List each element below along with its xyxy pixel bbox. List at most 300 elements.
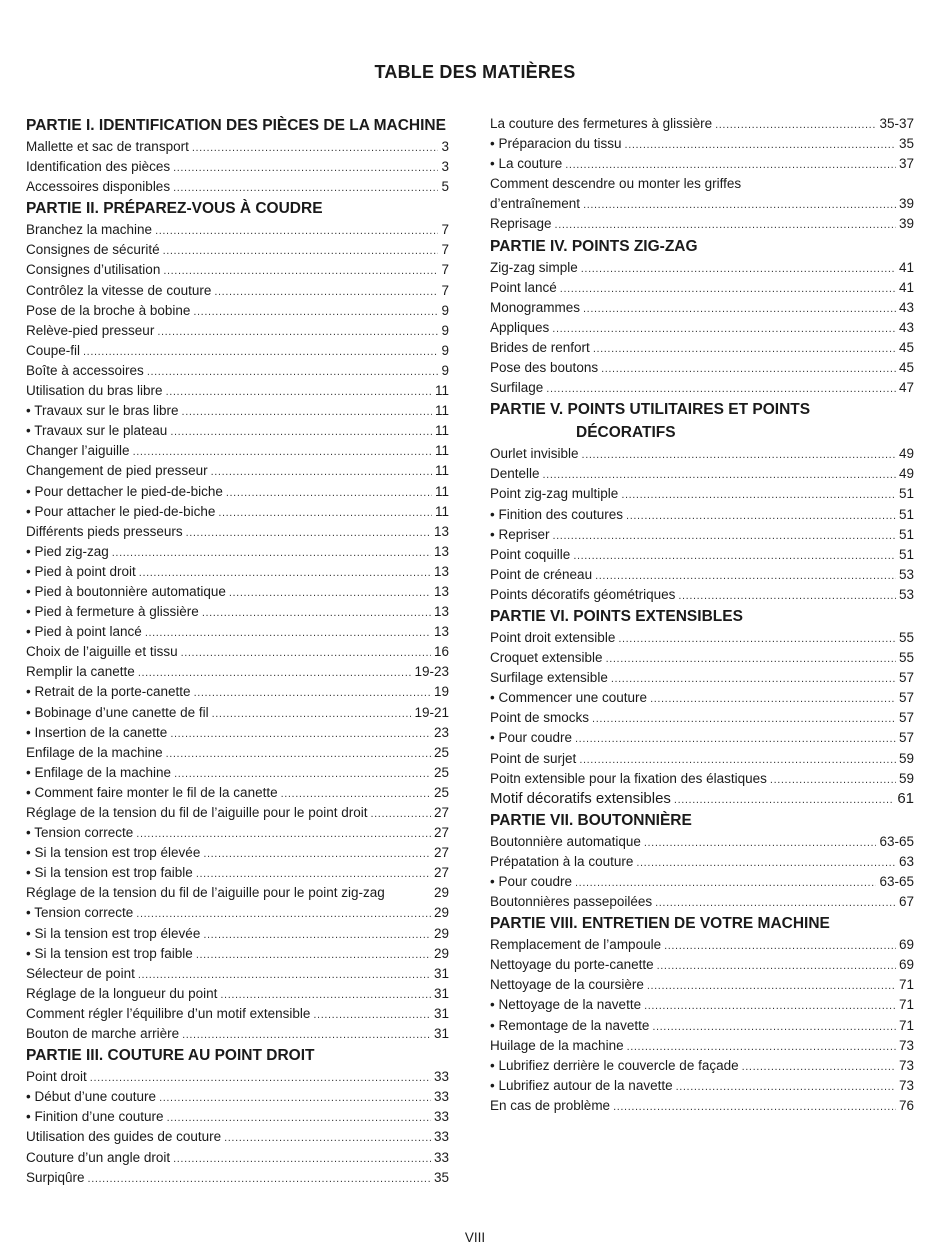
toc-entry bbox=[26, 642, 449, 662]
dot-leader bbox=[583, 195, 896, 215]
toc-entry bbox=[26, 281, 449, 301]
toc-entry-label: Réglage de la tension du fil de l’aiguille pour le point zig-zag bbox=[26, 885, 385, 901]
toc-entry-label: • Début d’une couture bbox=[26, 1089, 157, 1105]
page-title: TABLE DES MATIÈRES bbox=[374, 62, 576, 82]
toc-entry-page: 31 bbox=[433, 1026, 449, 1042]
toc-entry-label: Réglage de la tension du fil de l’aiguille pour le point droit bbox=[26, 805, 368, 820]
toc-entry bbox=[490, 769, 914, 789]
toc-entry-label: • Lubrifiez derrière le couvercle de façade bbox=[490, 1057, 739, 1073]
dot-leader bbox=[625, 135, 896, 155]
dot-leader bbox=[650, 689, 896, 709]
toc-entry-page: 16 bbox=[433, 644, 449, 660]
toc-entry bbox=[26, 964, 449, 984]
toc-entry bbox=[490, 318, 914, 338]
toc-entry-page: 13 bbox=[433, 523, 449, 539]
toc-entry-page: 27 bbox=[433, 805, 449, 820]
toc-entry bbox=[26, 1107, 449, 1127]
toc-entry-page: 27 bbox=[433, 865, 449, 881]
toc-entry-page: 11 bbox=[434, 443, 449, 459]
toc-entry-label: Pose des boutons bbox=[490, 360, 599, 376]
toc-entry-label: Point de surjet bbox=[490, 750, 577, 766]
toc-entry-label: Points décoratifs géométriques bbox=[490, 586, 676, 602]
toc-entry-label: • Si la tension est trop faible bbox=[26, 865, 193, 881]
toc-entry-label: • Si la tension est trop élevée bbox=[26, 845, 201, 861]
toc-entry-label: Différents pieds presseurs bbox=[26, 523, 183, 539]
dot-leader bbox=[112, 543, 431, 563]
toc-entry bbox=[490, 258, 914, 278]
toc-entry bbox=[490, 134, 914, 154]
toc-entry-label: Surfilage bbox=[490, 380, 544, 396]
toc-entry-page: 7 bbox=[441, 222, 449, 238]
dot-leader bbox=[618, 629, 896, 649]
toc-entry-label: Dentelle bbox=[490, 466, 540, 482]
toc-entry-page: 39 bbox=[898, 196, 914, 212]
dot-leader bbox=[182, 1025, 431, 1045]
dot-leader bbox=[220, 985, 431, 1005]
toc-entry bbox=[26, 723, 449, 743]
toc-entry-label: • Tension correcte bbox=[26, 905, 134, 921]
toc-entry-page: 19-21 bbox=[414, 704, 449, 720]
toc-entry-label: Boîte à accessoires bbox=[26, 362, 144, 378]
toc-entry-page: 76 bbox=[898, 1097, 914, 1113]
toc-entry-label: • Tension correcte bbox=[26, 825, 134, 841]
toc-entry-page: 11 bbox=[434, 403, 449, 419]
dot-leader bbox=[136, 904, 431, 924]
dot-leader bbox=[676, 1077, 896, 1097]
dot-leader bbox=[157, 322, 438, 342]
dot-leader bbox=[196, 864, 431, 884]
toc-entry bbox=[26, 401, 449, 421]
toc-entry-label: Pose de la broche à bobine bbox=[26, 302, 191, 318]
toc-entry bbox=[26, 1148, 449, 1168]
toc-entry-label: Reprisage bbox=[490, 216, 552, 232]
toc-entry-label: • Pour attacher le pied-de-biche bbox=[26, 503, 216, 519]
toc-entry-page: 29 bbox=[433, 885, 449, 901]
toc-entry bbox=[490, 628, 914, 648]
toc-entry-label: • Repriser bbox=[490, 526, 550, 542]
toc-entry-label: Point zig-zag multiple bbox=[490, 486, 619, 502]
dot-leader bbox=[192, 138, 439, 158]
toc-entry bbox=[26, 562, 449, 582]
dot-leader bbox=[546, 379, 896, 399]
dot-leader bbox=[770, 770, 896, 790]
toc-entry-page: 45 bbox=[898, 339, 914, 355]
section-heading: DÉCORATIFS bbox=[576, 424, 676, 442]
toc-entry bbox=[490, 892, 914, 912]
toc-entry-page: 29 bbox=[433, 925, 449, 941]
dot-leader bbox=[203, 925, 431, 945]
toc-entry bbox=[26, 783, 449, 803]
toc-entry-label: • Remontage de la navette bbox=[490, 1017, 650, 1033]
dot-leader bbox=[657, 956, 896, 976]
section-heading: PARTIE II. PRÉPAREZ-VOUS À COUDRE bbox=[26, 200, 323, 218]
toc-entry-label: • Si la tension est trop faible bbox=[26, 945, 193, 961]
toc-entry-page: 35 bbox=[433, 1169, 449, 1185]
toc-entry bbox=[26, 482, 449, 502]
toc-entry-label: • Préparacion du tissu bbox=[490, 136, 622, 152]
toc-entry bbox=[490, 1056, 914, 1076]
toc-entry bbox=[26, 1168, 449, 1188]
toc-entry-page: 35 bbox=[898, 136, 914, 152]
dot-leader bbox=[229, 583, 431, 603]
toc-right-column bbox=[490, 114, 914, 1116]
toc-entry bbox=[26, 1087, 449, 1107]
toc-entry-page: 57 bbox=[898, 690, 914, 706]
dot-leader bbox=[644, 833, 877, 853]
toc-entry-page: 27 bbox=[433, 825, 449, 841]
toc-entry bbox=[490, 114, 914, 134]
dot-leader bbox=[611, 669, 896, 689]
dot-leader bbox=[543, 465, 896, 485]
dot-leader bbox=[583, 299, 896, 319]
toc-entry-page: 19 bbox=[433, 684, 449, 700]
toc-entry bbox=[490, 298, 914, 318]
toc-entry bbox=[26, 1004, 449, 1024]
toc-entry-label: Point droit bbox=[26, 1069, 87, 1085]
toc-entry bbox=[26, 763, 449, 783]
toc-entry bbox=[26, 341, 449, 361]
toc-entry-page: 33 bbox=[433, 1069, 449, 1085]
toc-entry-label: Motif décoratifs extensibles bbox=[490, 789, 671, 807]
toc-entry-page: 51 bbox=[898, 506, 914, 522]
dot-leader bbox=[636, 853, 896, 873]
toc-entry-label: Point de smocks bbox=[490, 710, 590, 726]
dot-leader bbox=[155, 221, 438, 241]
toc-entry-page: 43 bbox=[898, 319, 914, 335]
toc-entry-label: • Bobinage d’une canette de fil bbox=[26, 704, 209, 720]
toc-entry-page: 23 bbox=[433, 724, 449, 740]
toc-entry bbox=[490, 214, 914, 234]
toc-entry bbox=[490, 505, 914, 525]
dot-leader bbox=[573, 546, 896, 566]
dot-leader bbox=[224, 1128, 431, 1148]
toc-entry-page: 61 bbox=[897, 789, 914, 807]
dot-leader bbox=[652, 1017, 896, 1037]
toc-entry-page: 73 bbox=[898, 1057, 914, 1073]
toc-entry-page: 73 bbox=[898, 1037, 914, 1053]
toc-entry-page: 29 bbox=[433, 945, 449, 961]
toc-entry-page: 9 bbox=[441, 302, 449, 318]
toc-entry-label: Appliques bbox=[490, 319, 550, 335]
dot-leader bbox=[136, 824, 431, 844]
toc-entry-label: Sélecteur de point bbox=[26, 965, 135, 981]
toc-entry-page: 11 bbox=[434, 503, 449, 519]
toc-entry-label: • Finition d’une couture bbox=[26, 1109, 164, 1125]
dot-leader bbox=[193, 302, 438, 322]
toc-entry-page: 19-23 bbox=[414, 664, 449, 680]
toc-entry-label: Monogrammes bbox=[490, 299, 581, 315]
toc-entry bbox=[490, 154, 914, 174]
toc-entry bbox=[490, 668, 914, 688]
toc-entry bbox=[490, 174, 914, 194]
dot-leader bbox=[601, 359, 896, 379]
section-heading: PARTIE I. IDENTIFICATION DES PIÈCES DE LA MACHINE bbox=[26, 117, 446, 134]
dot-leader bbox=[313, 1005, 431, 1025]
dot-leader bbox=[214, 282, 438, 302]
toc-entry-label: Choix de l’aiguille et tissu bbox=[26, 644, 178, 660]
toc-entry bbox=[26, 843, 449, 863]
toc-entry bbox=[490, 278, 914, 298]
toc-entry-page: 13 bbox=[433, 583, 449, 599]
dot-leader bbox=[202, 603, 431, 623]
toc-entry-label: • Nettoyage de la navette bbox=[490, 997, 642, 1013]
toc-entry-page: 9 bbox=[441, 342, 449, 358]
dot-leader bbox=[203, 844, 431, 864]
dot-leader bbox=[606, 649, 896, 669]
toc-entry-label: Brides de renfort bbox=[490, 339, 590, 355]
toc-entry-page: 7 bbox=[441, 242, 449, 258]
toc-entry-label: Branchez la machine bbox=[26, 222, 153, 238]
toc-entry bbox=[26, 743, 449, 763]
toc-entry-label: • Pour dettacher le pied-de-biche bbox=[26, 483, 223, 499]
toc-entry bbox=[26, 984, 449, 1004]
toc-entry-label: Changer l’aiguille bbox=[26, 443, 130, 459]
toc-entry bbox=[26, 703, 449, 723]
dot-leader bbox=[173, 158, 438, 178]
dot-leader bbox=[170, 422, 432, 442]
toc-entry-label: Coupe-fil bbox=[26, 342, 81, 358]
toc-entry-page: 41 bbox=[898, 279, 914, 295]
toc-entry-page: 49 bbox=[898, 466, 914, 482]
toc-entry-label: Utilisation du bras libre bbox=[26, 383, 163, 399]
toc-entry-label: • Finition des coutures bbox=[490, 506, 624, 522]
toc-entry bbox=[490, 444, 914, 464]
toc-entry-page: 59 bbox=[898, 750, 914, 766]
dot-leader bbox=[678, 586, 896, 606]
toc-entry-page: 63-65 bbox=[879, 833, 914, 849]
toc-entry bbox=[490, 378, 914, 398]
dot-leader bbox=[647, 976, 896, 996]
toc-entry bbox=[26, 301, 449, 321]
toc-entry bbox=[26, 441, 449, 461]
toc-entry-label: Point coquille bbox=[490, 546, 571, 562]
toc-entry-page: 71 bbox=[898, 977, 914, 993]
toc-entry bbox=[26, 321, 449, 341]
toc-entry-label: Utilisation des guides de couture bbox=[26, 1129, 222, 1145]
toc-entry-page: 25 bbox=[433, 764, 449, 780]
toc-entry-label: Boutonnière automatique bbox=[490, 833, 641, 849]
toc-entry-page: 25 bbox=[433, 744, 449, 760]
toc-entry bbox=[490, 789, 914, 809]
toc-entry-label: • Commencer une couture bbox=[490, 690, 648, 706]
toc-entry-label: d’entraînement bbox=[490, 196, 581, 212]
toc-entry-page: 27 bbox=[433, 845, 449, 861]
toc-entry-page: 69 bbox=[898, 937, 914, 953]
toc-entry bbox=[26, 944, 449, 964]
dot-leader bbox=[626, 506, 896, 526]
toc-entry bbox=[490, 728, 914, 748]
toc-entry-page: 5 bbox=[441, 179, 449, 195]
toc-entry bbox=[490, 852, 914, 872]
toc-entry-page: 11 bbox=[434, 463, 449, 479]
toc-entry bbox=[490, 484, 914, 504]
toc-entry bbox=[490, 872, 914, 892]
toc-entry-page: 41 bbox=[898, 259, 914, 275]
dot-leader bbox=[83, 342, 438, 362]
toc-entry-page: 57 bbox=[898, 730, 914, 746]
toc-entry-page: 67 bbox=[898, 894, 914, 910]
dot-leader bbox=[159, 1088, 431, 1108]
toc-entry bbox=[26, 1127, 449, 1147]
toc-entry-label: Changement de pied presseur bbox=[26, 463, 208, 479]
toc-entry-page: 51 bbox=[898, 546, 914, 562]
toc-entry bbox=[490, 708, 914, 728]
toc-entry-label: Accessoires disponibles bbox=[26, 179, 171, 195]
toc-entry-page: 51 bbox=[898, 526, 914, 542]
toc-entry-page: 33 bbox=[433, 1089, 449, 1105]
toc-entry bbox=[26, 177, 449, 197]
toc-left-column bbox=[26, 114, 449, 1188]
toc-entry-label: • La couture bbox=[490, 156, 563, 172]
dot-leader bbox=[664, 936, 896, 956]
toc-entry-label: Prépatation à la couture bbox=[490, 853, 634, 869]
toc-entry bbox=[26, 381, 449, 401]
toc-entry-page: 29 bbox=[433, 905, 449, 921]
toc-entry-page: 13 bbox=[433, 624, 449, 640]
dot-leader bbox=[555, 215, 896, 235]
toc-entry bbox=[26, 157, 449, 177]
dot-leader bbox=[166, 744, 431, 764]
dot-leader bbox=[655, 893, 896, 913]
toc-entry-page: 51 bbox=[898, 486, 914, 502]
dot-leader bbox=[133, 442, 432, 462]
toc-entry bbox=[490, 358, 914, 378]
section-heading: PARTIE VIII. ENTRETIEN DE VOTRE MACHINE bbox=[490, 915, 830, 933]
dot-leader bbox=[582, 445, 896, 465]
toc-entry-label: La couture des fermetures à glissière bbox=[490, 116, 713, 131]
dot-leader bbox=[167, 1108, 431, 1128]
dot-leader bbox=[579, 750, 896, 770]
toc-entry bbox=[490, 975, 914, 995]
toc-entry-label: Point de créneau bbox=[490, 566, 593, 582]
toc-entry-label: Relève-pied presseur bbox=[26, 322, 155, 338]
toc-entry bbox=[26, 240, 449, 260]
dot-leader bbox=[621, 485, 896, 505]
dot-leader bbox=[174, 764, 431, 784]
dot-leader bbox=[370, 804, 430, 824]
dot-leader bbox=[592, 709, 896, 729]
toc-entry-label: Bouton de marche arrière bbox=[26, 1026, 180, 1042]
toc-entry bbox=[490, 832, 914, 852]
toc-entry-label: Zig-zag simple bbox=[490, 259, 578, 275]
dot-leader bbox=[627, 1037, 896, 1057]
toc-entry-page: 7 bbox=[441, 282, 449, 298]
toc-entry-label: Comment descendre ou monter les griffes bbox=[490, 176, 742, 192]
toc-entry-page: 63-65 bbox=[879, 874, 914, 889]
toc-entry-label: • Travaux sur le plateau bbox=[26, 423, 168, 439]
toc-entry-label: Couture d’un angle droit bbox=[26, 1149, 171, 1165]
toc-entry bbox=[26, 522, 449, 542]
section-heading: PARTIE VII. BOUTONNIÈRE bbox=[490, 811, 692, 829]
toc-entry bbox=[490, 995, 914, 1015]
toc-entry-page: 33 bbox=[433, 1109, 449, 1125]
toc-entry-page: 31 bbox=[433, 985, 449, 1001]
toc-entry bbox=[490, 194, 914, 214]
dot-leader bbox=[715, 115, 876, 135]
toc-entry-label: • Retrait de la porte-canette bbox=[26, 684, 191, 700]
toc-entry-page: 39 bbox=[898, 216, 914, 232]
toc-entry-page: 57 bbox=[898, 670, 914, 686]
section-heading: PARTIE III. COUTURE AU POINT DROIT bbox=[26, 1047, 315, 1065]
dot-leader bbox=[226, 483, 432, 503]
toc-entry-page: 37 bbox=[898, 156, 914, 172]
toc-entry bbox=[26, 137, 449, 157]
dot-leader bbox=[575, 873, 876, 893]
toc-entry-label: Point droit extensible bbox=[490, 629, 616, 645]
dot-leader bbox=[181, 643, 431, 663]
toc-entry-label: • Pied zig-zag bbox=[26, 543, 109, 559]
toc-entry bbox=[490, 565, 914, 585]
toc-entry-page: 43 bbox=[898, 299, 914, 315]
toc-entry-label: Ourlet invisible bbox=[490, 446, 579, 462]
toc-entry-label: Remplir la canette bbox=[26, 664, 135, 680]
dot-leader bbox=[186, 523, 431, 543]
dot-leader bbox=[170, 724, 431, 744]
dot-leader bbox=[173, 1149, 431, 1169]
toc-entry-page: 33 bbox=[433, 1149, 449, 1165]
toc-entry-label: Contrôlez la vitesse de couture bbox=[26, 282, 212, 298]
toc-entry-page: 69 bbox=[898, 957, 914, 973]
page-number-footer: VIII bbox=[464, 1230, 486, 1245]
toc-entry bbox=[26, 903, 449, 923]
toc-entry-label: Poitn extensible pour la fixation des élastiques bbox=[490, 770, 767, 786]
dot-leader bbox=[644, 996, 896, 1016]
toc-entry bbox=[26, 682, 449, 702]
toc-entry-page: 45 bbox=[898, 360, 914, 376]
toc-entry-label: Point lancé bbox=[490, 279, 557, 295]
toc-entry-label: Comment régler l’équilibre d’un motif extensible bbox=[26, 1005, 311, 1021]
dot-leader bbox=[575, 729, 896, 749]
toc-entry-label: Enfilage de la machine bbox=[26, 744, 163, 760]
toc-entry-page: 71 bbox=[898, 1017, 914, 1033]
toc-entry bbox=[26, 421, 449, 441]
toc-entry-page: 53 bbox=[898, 586, 914, 602]
dot-leader bbox=[581, 259, 896, 279]
toc-entry bbox=[490, 648, 914, 668]
toc-entry-label: Huilage de la machine bbox=[490, 1037, 624, 1053]
toc-entry bbox=[26, 602, 449, 622]
toc-entry-page: 13 bbox=[433, 563, 449, 579]
dot-leader bbox=[553, 526, 896, 546]
toc-entry-page: 71 bbox=[898, 997, 914, 1013]
dot-leader bbox=[560, 279, 896, 299]
toc-entry-page: 55 bbox=[898, 650, 914, 666]
toc-entry-label: Boutonnières passepoilées bbox=[490, 894, 653, 910]
toc-entry bbox=[490, 688, 914, 708]
dot-leader bbox=[196, 945, 431, 965]
dot-leader bbox=[138, 663, 412, 683]
toc-entry bbox=[26, 220, 449, 240]
toc-entry-page: 35-37 bbox=[879, 116, 914, 131]
dot-leader bbox=[145, 623, 431, 643]
toc-entry-page: 9 bbox=[441, 362, 449, 378]
dot-leader bbox=[565, 155, 896, 175]
dot-leader bbox=[147, 362, 439, 382]
toc-entry-page: 9 bbox=[441, 322, 449, 338]
toc-entry-page: 31 bbox=[433, 1005, 449, 1021]
toc-entry-label: • Pied à boutonnière automatique bbox=[26, 583, 226, 599]
toc-entry-page: 47 bbox=[898, 380, 914, 396]
toc-entry bbox=[490, 1036, 914, 1056]
toc-entry-page: 11 bbox=[434, 383, 449, 399]
toc-entry-label: Mallette et sac de transport bbox=[26, 139, 189, 154]
dot-leader bbox=[173, 178, 438, 198]
toc-entry bbox=[490, 749, 914, 769]
toc-entry-page: 13 bbox=[433, 604, 449, 620]
dot-leader bbox=[674, 790, 894, 810]
toc-entry-label: Réglage de la longueur du point bbox=[26, 985, 218, 1001]
toc-entry-page: 25 bbox=[433, 784, 449, 800]
